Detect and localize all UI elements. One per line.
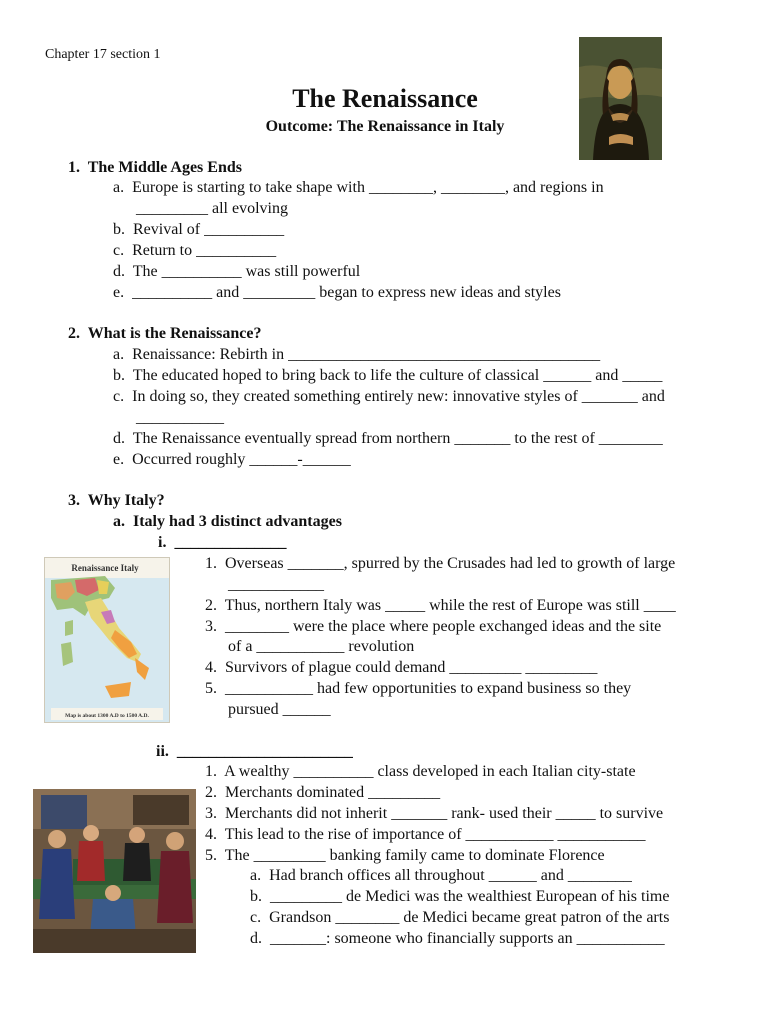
i-item-4: 4. Survivors of plague could demand _________ _________ bbox=[205, 659, 598, 676]
i-item-5-cont: pursued ______ bbox=[228, 701, 331, 718]
ii-item-1: 1. A wealthy __________ class developed in each Italian city-state bbox=[205, 763, 636, 780]
ii-item-4: 4. This lead to the rise of importance of ___________ ___________ bbox=[205, 826, 646, 843]
mona-lisa-image bbox=[579, 37, 662, 160]
section-1-item-a: a. Europe is starting to take shape with ________, ________, and regions in bbox=[113, 179, 604, 196]
i-item-3-cont: of a ___________ revolution bbox=[228, 638, 415, 655]
i-item-1-cont: ____________ bbox=[228, 576, 324, 593]
renaissance-italy-map bbox=[44, 557, 170, 723]
section-2-item-d: d. The Renaissance eventually spread from northern _______ to the rest of ________ bbox=[113, 430, 663, 447]
section-3-number: 3. bbox=[68, 492, 80, 509]
section-2-number: 2. bbox=[68, 325, 80, 342]
ii-item-5: 5. The _________ banking family came to dominate Florence bbox=[205, 847, 605, 864]
page-title: The Renaissance bbox=[292, 84, 478, 113]
map-caption: Map is about 1300 A.D to 1500 A.D. bbox=[65, 713, 149, 719]
section-1-item-a-cont: _________ all evolving bbox=[136, 200, 288, 217]
section-1-item-d: d. The __________ was still powerful bbox=[113, 263, 361, 280]
map-title: Renaissance Italy bbox=[71, 563, 139, 573]
section-2-item-c-cont: ___________ bbox=[136, 409, 224, 426]
section-2-item-a: a. Renaissance: Rebirth in _______________________________________ bbox=[113, 346, 601, 363]
merchants-painting-image bbox=[33, 789, 196, 953]
i-item-1: 1. Overseas _______, spurred by the Crusades had led to growth of large bbox=[205, 555, 676, 572]
section-1-item-b: b. Revival of __________ bbox=[113, 221, 285, 238]
section-1-number: 1. bbox=[68, 159, 80, 176]
section-1-heading bbox=[68, 158, 242, 178]
section-1-item-c: c. Return to __________ bbox=[113, 242, 277, 259]
section-2-item-e: e. Occurred roughly ______-______ bbox=[113, 451, 351, 468]
section-3-title: Why Italy? bbox=[87, 492, 165, 509]
section-3-sub-i: i. ______________ bbox=[158, 534, 287, 551]
section-2-heading bbox=[68, 324, 262, 344]
ii-sub-item-a: a. Had branch offices all throughout ______ and ________ bbox=[250, 867, 632, 884]
section-2-title: What is the Renaissance? bbox=[87, 325, 262, 342]
section-3-heading bbox=[68, 491, 165, 511]
section-1-title: The Middle Ages Ends bbox=[87, 159, 242, 176]
section-2-item-c: c. In doing so, they created something entirely new: innovative styles of _______ and bbox=[113, 388, 665, 405]
ii-sub-item-b: b. _________ de Medici was the wealthiest European of his time bbox=[250, 888, 670, 905]
chapter-label: Chapter 17 section 1 bbox=[45, 47, 161, 62]
section-1-item-e: e. __________ and _________ began to express new ideas and styles bbox=[113, 284, 561, 301]
ii-sub-item-d: d. _______: someone who financially supports an ___________ bbox=[250, 930, 665, 947]
i-item-5: 5. ___________ had few opportunities to expand business so they bbox=[205, 680, 632, 697]
section-2-item-b: b. The educated hoped to bring back to life the culture of classical ______ and _____ bbox=[113, 367, 663, 384]
outcome-subtitle: Outcome: The Renaissance in Italy bbox=[265, 118, 505, 135]
ii-sub-item-c: c. Grandson ________ de Medici became great patron of the arts bbox=[250, 909, 670, 926]
i-item-2: 2. Thus, northern Italy was _____ while the rest of Europe was still ____ bbox=[205, 597, 676, 614]
i-item-3: 3. ________ were the place where people exchanged ideas and the site bbox=[205, 618, 662, 635]
ii-item-3: 3. Merchants did not inherit _______ rank- used their _____ to survive bbox=[205, 805, 664, 822]
section-3-sub-ii: ii. ______________________ bbox=[156, 743, 353, 760]
ii-item-2: 2. Merchants dominated _________ bbox=[205, 784, 441, 801]
section-3-sub-a: a. Italy had 3 distinct advantages bbox=[113, 513, 342, 530]
